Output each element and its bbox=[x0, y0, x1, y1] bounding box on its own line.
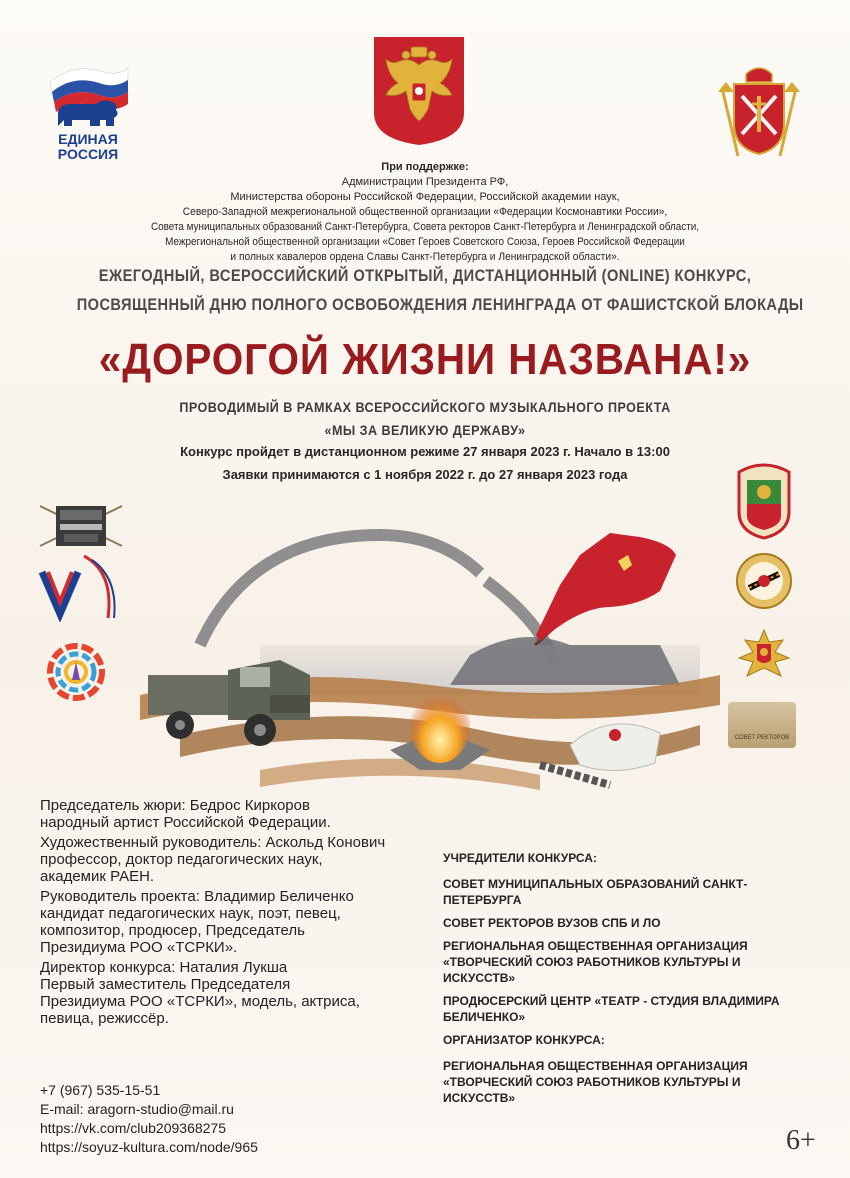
support-line: Совета муниципальных образований Санкт-Петербурга, Совета ректоров Санкт-Петербурга и Ленинградской области, bbox=[150, 221, 700, 233]
jury-entry bbox=[40, 888, 440, 956]
jury-block bbox=[40, 797, 440, 1030]
kazachiy-center-logo bbox=[38, 500, 124, 552]
russia-coat-of-arms bbox=[372, 35, 466, 147]
support-line: Северо-Западной межрегиональной общественной организации «Федерации Космонавтики России», bbox=[182, 206, 668, 218]
vk-link[interactable]: https://vk.com/club209368275 bbox=[40, 1120, 227, 1136]
jury-detail: академик РАЕН. bbox=[40, 868, 155, 885]
project-name: «МЫ ЗА ВЕЛИКУЮ ДЕРЖАВУ» bbox=[324, 422, 526, 438]
double-headed-eagle-icon bbox=[372, 35, 466, 147]
army-eagle-emblem-icon bbox=[733, 624, 795, 686]
founder-item: СОВЕТ МУНИЦИПАЛЬНЫХ ОБРАЗОВАНИЙ САНКТ-ПЕТЕРБУРГА bbox=[443, 877, 748, 907]
guards-ribbon-medal-icon bbox=[735, 552, 793, 610]
jury-detail: кандидат педагогических наук, поэт, певец, bbox=[40, 905, 341, 922]
sovet-rektorov-label: СОВЕТ РЕКТОРОВ bbox=[734, 735, 790, 741]
email-address[interactable]: E-mail: aragorn-studio@mail.ru bbox=[40, 1101, 234, 1117]
organizer-item: РЕГИОНАЛЬНАЯ ОБЩЕСТВЕННАЯ ОРГАНИЗАЦИЯ «ТВОРЧЕСКИЙ СОЮЗ РАБОТНИКОВ КУЛЬТУРЫ И ИСКУССТВ» bbox=[443, 1059, 748, 1105]
contest-date-line: Конкурс пройдет в дистанционном режиме 27 января 2023 г. Начало в 13:00 bbox=[180, 444, 670, 459]
site-link[interactable]: https://soyuz-kultura.com/node/965 bbox=[40, 1139, 258, 1155]
project-line: ПРОВОДИМЫЙ В РАМКАХ ВСЕРОССИЙСКОГО МУЗЫКАЛЬНОГО ПРОЕКТА bbox=[179, 399, 671, 415]
volunteer-logo bbox=[38, 552, 126, 622]
support-line: Администрации Президента РФ, bbox=[341, 176, 509, 188]
support-line: Министерства обороны Российской Федерации, Российской академии наук, bbox=[230, 191, 620, 203]
heading-line-1: ЕЖЕГОДНЫЙ, ВСЕРОССИЙСКИЙ ОТКРЫТЫЙ, ДИСТАНЦИОННЫЙ (ONLINE) КОНКУРС, bbox=[98, 266, 752, 285]
memorial-illustration bbox=[140, 495, 720, 800]
party-name-line1: ЕДИНАЯ bbox=[58, 131, 118, 147]
support-line: Межрегиональной общественной организации «Совет Героев Советского Союза, Героев Российской Федерации bbox=[165, 236, 685, 248]
saint-petersburg-coat bbox=[716, 62, 802, 158]
eternal-flame-icon bbox=[410, 687, 470, 763]
jury-detail: Первый заместитель Председателя bbox=[40, 976, 291, 993]
founder-item: СОВЕТ РЕКТОРОВ ВУЗОВ СПБ И ЛО bbox=[443, 916, 661, 930]
support-line: При поддержке: bbox=[381, 161, 469, 173]
founders-title: УЧРЕДИТЕЛИ КОНКУРСА: bbox=[443, 851, 597, 865]
jury-entry bbox=[40, 959, 440, 1027]
party-name-line2: РОССИЯ bbox=[57, 146, 119, 162]
jury-head: Художественный руководитель: Аскольд Конович bbox=[40, 834, 386, 851]
supporters-block bbox=[70, 160, 780, 265]
jury-entry bbox=[40, 797, 440, 831]
heading-line-2: ПОСВЯЩЕННЫЙ ДНЮ ПОЛНОГО ОСВОБОЖДЕНИЯ ЛЕНИНГРАДА ОТ ФАШИСТСКОЙ БЛОКАДЫ bbox=[76, 295, 804, 314]
organizer-title: ОРГАНИЗАТОР КОНКУРСА: bbox=[443, 1033, 605, 1047]
victory-flag-icon bbox=[535, 533, 676, 645]
jury-detail: певица, режиссёр. bbox=[40, 1010, 169, 1027]
arch-left bbox=[200, 535, 480, 645]
jury-detail: Президиума РОО «ТСРКИ». bbox=[40, 939, 238, 956]
founder-item: ПРОДЮСЕРСКИЙ ЦЕНТР «ТЕАТР - СТУДИЯ ВЛАДИМИРА БЕЛИЧЕНКО» bbox=[443, 994, 780, 1024]
age-rating: 6+ bbox=[786, 1125, 816, 1156]
jury-entry bbox=[40, 834, 440, 885]
district-coat-icon bbox=[733, 462, 795, 540]
phone-number: +7 (967) 535-15-51 bbox=[40, 1082, 161, 1098]
founder-item: РЕГИОНАЛЬНАЯ ОБЩЕСТВЕННАЯ ОРГАНИЗАЦИЯ «ТВОРЧЕСКИЙ СОЮЗ РАБОТНИКОВ КУЛЬТУРЫ И ИСКУССТВ» bbox=[443, 939, 748, 985]
founders-block bbox=[443, 850, 813, 1113]
jury-detail: композитор, продюсер, Председатель bbox=[40, 922, 305, 939]
contest-title: «ДОРОГОЙ ЖИЗНИ НАЗВАНА!» bbox=[98, 335, 752, 384]
jury-detail: Президиума РОО «ТСРКИ», модель, актриса, bbox=[40, 993, 360, 1010]
jury-detail: профессор, доктор педагогических наук, bbox=[40, 851, 323, 868]
jury-head: Директор конкурса: Наталия Лукша bbox=[40, 959, 288, 976]
united-russia-logo bbox=[44, 60, 132, 164]
sovet-rektorov-logo bbox=[728, 702, 796, 748]
jury-head: Руководитель проекта: Владимир Беличенко bbox=[40, 888, 354, 905]
colorful-ring-logo bbox=[44, 640, 108, 704]
bear-flag-logo bbox=[44, 60, 132, 130]
saint-petersburg-coat-icon bbox=[716, 62, 802, 158]
jury-detail: народный артист Российской Федерации. bbox=[40, 814, 331, 831]
jury-head: Председатель жюри: Бедрос Киркоров bbox=[40, 797, 310, 814]
application-date-line: Заявки принимаются с 1 ноября 2022 г. до 27 января 2023 года bbox=[222, 467, 628, 482]
support-line: и полных кавалеров ордена Славы Санкт-Петербурга и Ленинградской области». bbox=[230, 251, 620, 263]
contacts-block bbox=[40, 1081, 440, 1157]
